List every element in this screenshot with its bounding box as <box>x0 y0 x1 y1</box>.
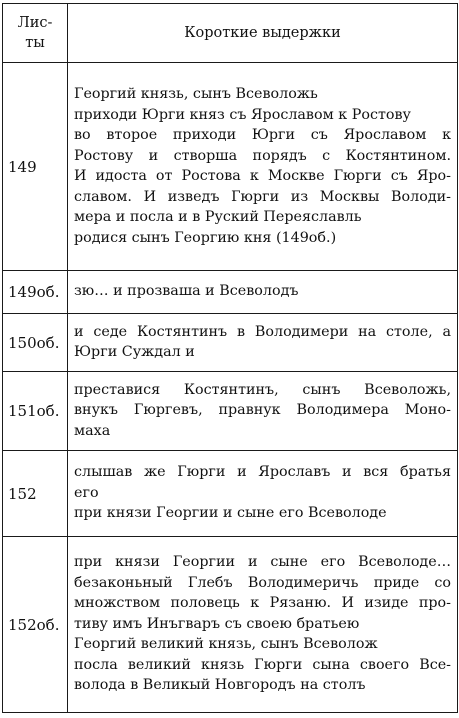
excerpt-line: слышав же Гюрги и Ярославъ и вся братья <box>74 464 451 481</box>
excerpt-line: и седе Костянтинъ в Володимери на столе, а <box>74 323 451 340</box>
header-excerpts: Короткие выдержки <box>68 4 458 63</box>
excerpt-line: маха <box>74 422 111 439</box>
excerpt-line: его <box>74 484 99 501</box>
excerpt-text <box>68 372 458 451</box>
excerpt-line: приходи Юрги княз съ Ярославом к Ростову <box>74 106 411 123</box>
excerpt-line: волода в Великый Новгородъ на столъ <box>74 677 366 694</box>
table-row <box>3 372 458 451</box>
excerpt-text <box>68 63 458 271</box>
excerpt-line: при князи Георгии и сыне его Всеволоде <box>74 505 387 522</box>
excerpt-line: преставися Костянтинъ, сынъ Всеволожь, <box>74 381 451 398</box>
excerpt-line: славом. И изведъ Гюрги из Москвы Володи- <box>74 188 451 205</box>
sheet-number: 152 <box>3 451 68 537</box>
excerpt-line: Ростову и створша порядъ с Костянтином. <box>74 147 451 164</box>
sheet-number: 151об. <box>3 372 68 451</box>
excerpt-text <box>68 314 458 372</box>
header-sheets-line-1: Лис- <box>17 15 53 31</box>
excerpt-text <box>68 537 458 713</box>
excerpt-line: Юрги Суждал и <box>74 344 195 360</box>
table-row <box>3 537 458 713</box>
excerpt-text <box>68 271 458 314</box>
excerpt-line: тиву имъ Инъгваръ съ своею братьею <box>74 615 360 632</box>
excerpt-line: И идоста от Ростова к Москве Гюрги съ Яро- <box>74 168 451 184</box>
excerpts-table <box>2 3 458 713</box>
sheet-number: 149об. <box>3 271 68 314</box>
sheet-number: 149 <box>3 63 68 271</box>
excerpt-text <box>68 451 458 537</box>
table-row <box>3 451 458 537</box>
excerpt-line: Георгий великий князь, сынъ Всеволож <box>74 636 378 653</box>
table-row <box>3 271 458 314</box>
excerpt-line: внукъ Гюргевъ, правнук Володимера Моно- <box>74 402 451 419</box>
excerpt-line: множством половець к Рязаню. И изиде про- <box>74 595 451 612</box>
excerpt-line: безаконьный Глебъ Володимеричь приде со <box>74 574 451 591</box>
excerpt-line: посла великий князь Гюрги сына своего Все- <box>74 656 451 673</box>
excerpt-line: мера и посла и в Руский Переяславль <box>74 209 362 225</box>
sheet-number: 152об. <box>3 537 68 713</box>
excerpt-line: при князи Георгии и сыне его Всеволоде… <box>74 554 451 571</box>
header-row <box>3 4 458 63</box>
excerpt-line: во второе приходи Юрги съ Ярославом к <box>74 127 451 143</box>
excerpt-line: родися сынъ Георгию кня (149об.) <box>74 229 337 246</box>
table-row <box>3 63 458 271</box>
excerpt-line: Георгий князь, сынъ Всеволожь <box>74 86 318 102</box>
header-sheets-line-2: ты <box>25 35 45 51</box>
header-sheets <box>3 4 68 63</box>
excerpt-line: зю… и прозваша и Всеволодъ <box>74 283 299 300</box>
table-row <box>3 314 458 372</box>
sheet-number: 150об. <box>3 314 68 372</box>
